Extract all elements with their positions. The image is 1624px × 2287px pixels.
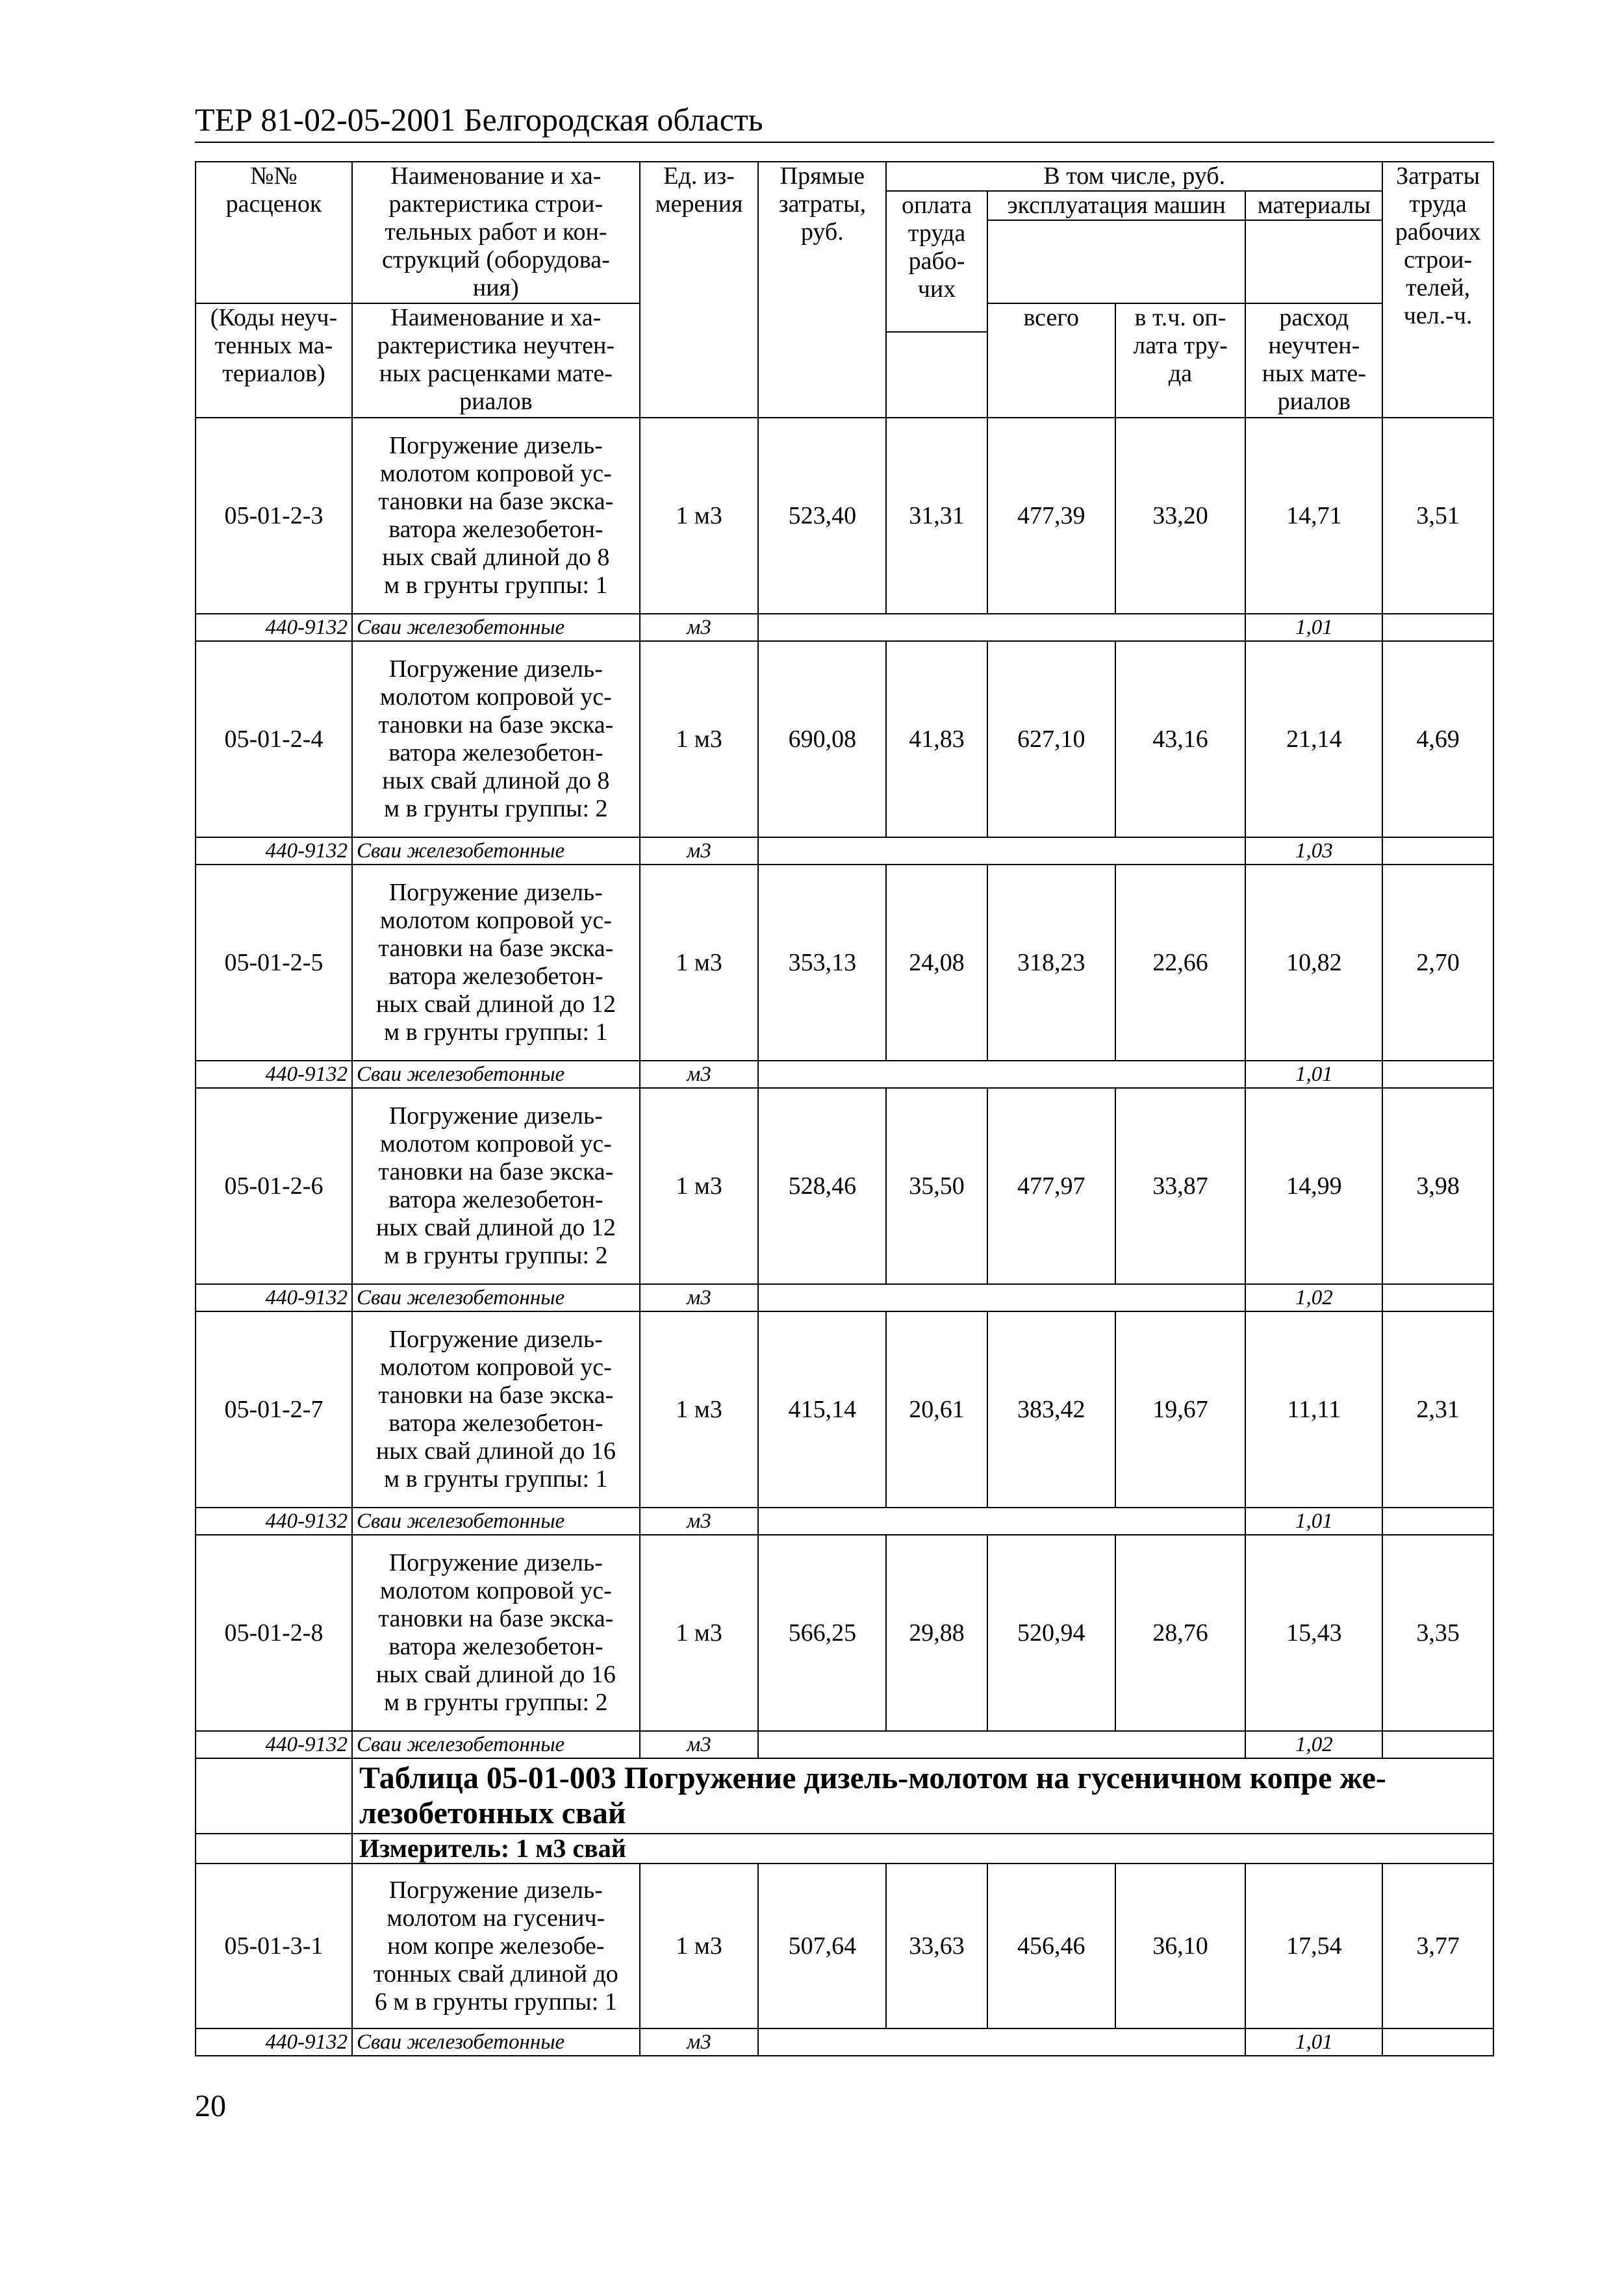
material-row [196,1731,1493,1758]
material-consumption: 1,01 [1245,1508,1382,1535]
material-unit: м3 [640,2028,759,2056]
rate-description: Погружение дизель- молотом копровой ус- тановки на базе экска- ватора железобетон- ных свай длиной до 12 м в грунты группы: 2 [352,1088,640,1284]
col-header-direct: Прямые затраты, руб. [758,162,886,418]
material-name: Сваи железобетонные [352,2028,640,2056]
rate-materials: 11,11 [1245,1311,1382,1508]
rate-machines-total: 477,39 [987,418,1115,614]
col-header-total: всего [987,303,1115,418]
rate-machine-wages: 33,87 [1115,1088,1246,1284]
rate-unit: 1 м3 [640,1311,759,1508]
rate-direct-cost: 528,46 [758,1088,886,1284]
material-code: 440-9132 [196,1061,352,1088]
rate-direct-cost: 353,13 [758,865,886,1061]
col-header-wages: оплата труда рабо- чих [886,191,987,332]
rate-materials: 10,82 [1245,865,1382,1061]
rate-machines-total: 456,46 [987,1864,1115,2028]
rate-unit: 1 м3 [640,865,759,1061]
material-labor-empty [1382,837,1493,865]
material-row [196,837,1493,865]
rate-wages: 29,88 [886,1535,987,1731]
col-header-name-mat: Наименование и ха- рактеристика неучтен- ных расценками мате- риалов [352,303,640,418]
material-row [196,1508,1493,1535]
material-code: 440-9132 [196,614,352,641]
material-empty [758,1061,1245,1088]
rate-direct-cost: 566,25 [758,1535,886,1731]
material-code: 440-9132 [196,1508,352,1535]
rate-unit: 1 м3 [640,1088,759,1284]
material-empty [758,1508,1245,1535]
rate-machines-total: 318,23 [987,865,1115,1061]
rate-machines-total: 627,10 [987,641,1115,837]
rate-wages: 35,50 [886,1088,987,1284]
rate-machine-wages: 22,66 [1115,865,1246,1061]
rate-code: 05-01-3-1 [196,1864,352,2028]
material-labor-empty [1382,1284,1493,1311]
rates-table [195,161,1494,2056]
rate-machine-wages: 43,16 [1115,641,1246,837]
col-header-machines: эксплуатация машин [987,191,1246,220]
rate-labor: 3,35 [1382,1535,1493,1731]
col-header-consumption: расход неучтен- ных мате- риалов [1245,303,1382,418]
material-consumption: 1,01 [1245,614,1382,641]
rate-unit: 1 м3 [640,418,759,614]
table-row [196,1311,1493,1508]
rate-machine-wages: 28,76 [1115,1535,1246,1731]
material-empty [758,1284,1245,1311]
material-unit: м3 [640,1508,759,1535]
material-labor-empty [1382,1061,1493,1088]
rate-code: 05-01-2-4 [196,641,352,837]
rate-unit: 1 м3 [640,1864,759,2028]
material-empty [758,614,1245,641]
table-row [196,1535,1493,1731]
material-code: 440-9132 [196,837,352,865]
col-header-machines-empty [987,220,1246,303]
table-row [196,641,1493,837]
material-row [196,2028,1493,2056]
material-name: Сваи железобетонные [352,837,640,865]
material-empty [758,2028,1245,2056]
col-header-code: №№ расценок [196,162,352,303]
table-row [196,1088,1493,1284]
rate-description: Погружение дизель- молотом на гусенич- ном копре железобе- тонных свай длиной до 6 м в грунты группы: 1 [352,1864,640,2028]
col-header-materials: материалы [1245,191,1382,220]
rate-labor: 4,69 [1382,641,1493,837]
header-rule [195,142,1494,143]
col-header-unit: Ед. из- мерения [640,162,759,418]
col-header-name: Наименование и ха- рактеристика строи- тельных работ и кон- струкций (оборудова- ния) [352,162,640,303]
rate-labor: 2,31 [1382,1311,1493,1508]
material-unit: м3 [640,1284,759,1311]
rate-machine-wages: 19,67 [1115,1311,1246,1508]
table-measure-empty [196,1834,352,1864]
rate-labor: 3,77 [1382,1864,1493,2028]
page-number: 20 [195,2089,226,2123]
material-row [196,614,1493,641]
rate-code: 05-01-2-3 [196,418,352,614]
table-measure-row [196,1834,1493,1864]
rate-code: 05-01-2-6 [196,1088,352,1284]
table-row [196,865,1493,1061]
rate-wages: 41,83 [886,641,987,837]
col-header-incl: В том числе, руб. [886,162,1382,191]
page-header: ТЕР 81-02-05-2001 Белгородская область [195,101,763,138]
table-row [196,1864,1493,2028]
rate-labor: 3,51 [1382,418,1493,614]
rate-description: Погружение дизель- молотом копровой ус- тановки на базе экска- ватора железобетон- ных свай длиной до 8 м в грунты группы: 1 [352,418,640,614]
rate-wages: 20,61 [886,1311,987,1508]
rate-wages: 33,63 [886,1864,987,2028]
table-row [196,418,1493,614]
rate-code: 05-01-2-5 [196,865,352,1061]
rate-direct-cost: 690,08 [758,641,886,837]
material-empty [758,1731,1245,1758]
col-header-code-mat: (Коды неуч- тенных ма- териалов) [196,303,352,418]
rate-code: 05-01-2-8 [196,1535,352,1731]
rate-labor: 3,98 [1382,1088,1493,1284]
col-header-incl-wages: в т.ч. оп- лата тру- да [1115,303,1246,418]
rate-machine-wages: 36,10 [1115,1864,1246,2028]
rate-wages: 31,31 [886,418,987,614]
rate-unit: 1 м3 [640,1535,759,1731]
material-unit: м3 [640,837,759,865]
material-unit: м3 [640,614,759,641]
rate-labor: 2,70 [1382,865,1493,1061]
rate-wages: 24,08 [886,865,987,1061]
col-header-wages-empty [886,332,987,418]
table-title-row [196,1758,1493,1834]
rate-description: Погружение дизель- молотом копровой ус- тановки на базе экска- ватора железобетон- ных свай длиной до 12 м в грунты группы: 1 [352,865,640,1061]
rate-description: Погружение дизель- молотом копровой ус- тановки на базе экска- ватора железобетон- ных свай длиной до 16 м в грунты группы: 2 [352,1535,640,1731]
rate-code: 05-01-2-7 [196,1311,352,1508]
material-labor-empty [1382,1508,1493,1535]
rate-unit: 1 м3 [640,641,759,837]
rate-machines-total: 520,94 [987,1535,1115,1731]
table-title: Таблица 05-01-003 Погружение дизель-молотом на гусеничном копре же- лезобетонных свай [352,1758,1493,1834]
material-consumption: 1,02 [1245,1284,1382,1311]
rate-direct-cost: 523,40 [758,418,886,614]
rate-direct-cost: 415,14 [758,1311,886,1508]
material-code: 440-9132 [196,2028,352,2056]
material-empty [758,837,1245,865]
material-name: Сваи железобетонные [352,1508,640,1535]
rate-description: Погружение дизель- молотом копровой ус- тановки на базе экска- ватора железобетон- ных свай длиной до 16 м в грунты группы: 1 [352,1311,640,1508]
material-unit: м3 [640,1061,759,1088]
rate-machines-total: 383,42 [987,1311,1115,1508]
col-header-materials-empty [1245,220,1382,303]
material-consumption: 1,01 [1245,1061,1382,1088]
material-code: 440-9132 [196,1284,352,1311]
material-labor-empty [1382,2028,1493,2056]
rate-materials: 14,99 [1245,1088,1382,1284]
material-name: Сваи железобетонные [352,1061,640,1088]
table-measure: Измеритель: 1 м3 свай [352,1834,1493,1864]
rate-machines-total: 477,97 [987,1088,1115,1284]
col-header-labor: Затраты труда рабочих строи- телей, чел.-ч. [1382,162,1493,418]
material-row [196,1284,1493,1311]
rate-machine-wages: 33,20 [1115,418,1246,614]
material-name: Сваи железобетонные [352,614,640,641]
rate-description: Погружение дизель- молотом копровой ус- тановки на базе экска- ватора железобетон- ных свай длиной до 8 м в грунты группы: 2 [352,641,640,837]
rate-materials: 21,14 [1245,641,1382,837]
material-code: 440-9132 [196,1731,352,1758]
material-row [196,1061,1493,1088]
rate-materials: 14,71 [1245,418,1382,614]
material-consumption: 1,01 [1245,2028,1382,2056]
rate-materials: 17,54 [1245,1864,1382,2028]
material-consumption: 1,03 [1245,837,1382,865]
rate-direct-cost: 507,64 [758,1864,886,2028]
material-labor-empty [1382,1731,1493,1758]
material-name: Сваи железобетонные [352,1731,640,1758]
material-unit: м3 [640,1731,759,1758]
table-title-empty [196,1758,352,1834]
rate-materials: 15,43 [1245,1535,1382,1731]
material-name: Сваи железобетонные [352,1284,640,1311]
material-labor-empty [1382,614,1493,641]
material-consumption: 1,02 [1245,1731,1382,1758]
